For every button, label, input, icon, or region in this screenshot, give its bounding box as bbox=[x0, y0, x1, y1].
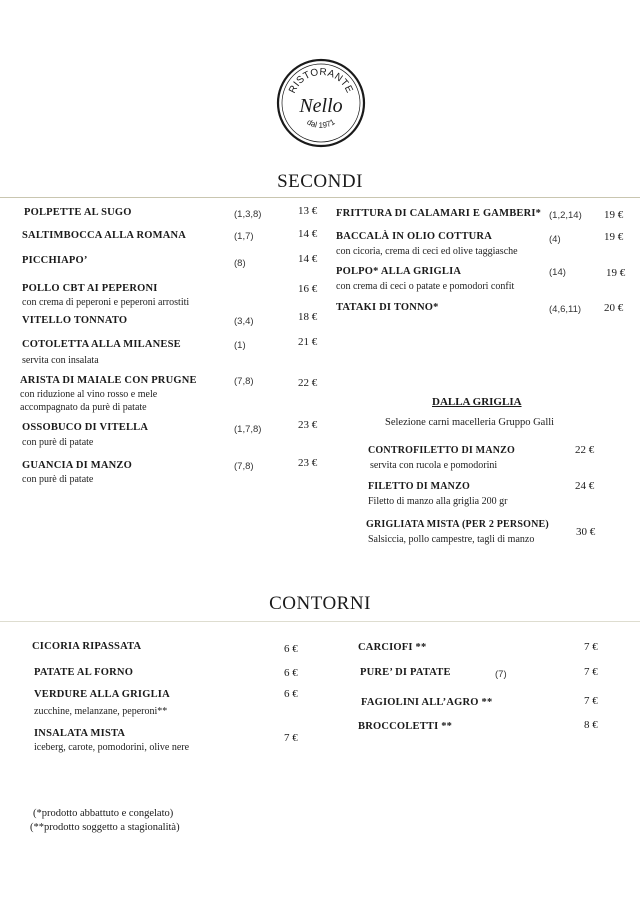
divider bbox=[0, 197, 640, 198]
menu-item-price: 6 € bbox=[284, 667, 298, 679]
menu-item-name: CARCIOFI ** bbox=[358, 642, 427, 653]
menu-item-desc: Salsiccia, pollo campestre, tagli di manzo bbox=[368, 534, 535, 545]
menu-item-name: CONTROFILETTO DI MANZO bbox=[368, 445, 516, 456]
menu-item-price: 6 € bbox=[284, 688, 298, 700]
divider bbox=[0, 621, 640, 622]
menu-item-desc: con cicoria, crema di ceci ed olive taggiasche bbox=[336, 246, 518, 257]
logo-top-text: RISTORANTE bbox=[287, 66, 355, 96]
menu-item-desc: Filetto di manzo alla griglia 200 gr bbox=[368, 496, 508, 507]
footnote: (*prodotto abbattuto e congelato) bbox=[33, 808, 174, 819]
menu-item-price: 8 € bbox=[584, 719, 598, 731]
subsection-subtitle: Selezione carni macelleria Gruppo Galli bbox=[385, 417, 555, 428]
menu-item-price: 23 € bbox=[298, 419, 318, 431]
menu-item-name: ARISTA DI MAIALE CON PRUGNE bbox=[20, 375, 197, 386]
menu-item-allergens: (1,7) bbox=[234, 231, 254, 242]
menu-item-name: BACCALÀ IN OLIO COTTURA bbox=[336, 231, 492, 242]
menu-item-name: COTOLETTA ALLA MILANESE bbox=[22, 339, 181, 350]
menu-item-name: CICORIA RIPASSATA bbox=[32, 641, 142, 652]
menu-item-name: FILETTO DI MANZO bbox=[368, 481, 470, 492]
menu-item-price: 23 € bbox=[298, 457, 318, 469]
section-title-contorni: CONTORNI bbox=[269, 593, 371, 614]
menu-item-allergens: (3,4) bbox=[234, 316, 254, 327]
menu-item-desc: con purè di patate bbox=[22, 437, 94, 448]
section-title-secondi: SECONDI bbox=[277, 171, 363, 192]
menu-item-allergens: (1,7,8) bbox=[234, 424, 262, 435]
menu-item-name: PURE’ DI PATATE bbox=[360, 667, 451, 678]
menu-item-price: 18 € bbox=[298, 311, 318, 323]
menu-item-desc: con purè di patate bbox=[22, 474, 94, 485]
menu-item-price: 13 € bbox=[298, 205, 318, 217]
menu-item-allergens: (14) bbox=[549, 267, 566, 278]
menu-item-desc: iceberg, carote, pomodorini, olive nere bbox=[34, 742, 190, 753]
logo-name: Nello bbox=[299, 95, 343, 117]
svg-text:RISTORANTE bbox=[287, 67, 355, 95]
menu-item-desc: con crema di ceci o patate e pomodori confit bbox=[336, 281, 515, 292]
menu-item-price: 24 € bbox=[575, 480, 595, 492]
menu-item-desc: accompagnato da purè di patate bbox=[20, 402, 147, 413]
footnote: (**prodotto soggetto a stagionalità) bbox=[30, 822, 180, 833]
menu-item-name: POLPO* ALLA GRIGLIA bbox=[336, 266, 462, 277]
menu-item-name: FRITTURA DI CALAMARI E GAMBERI* bbox=[336, 208, 542, 219]
menu-item-price: 14 € bbox=[298, 253, 318, 265]
menu-item-desc: con crema di peperoni e peperoni arrostiti bbox=[22, 297, 190, 308]
restaurant-logo bbox=[276, 58, 366, 148]
logo-since: dal 1971 bbox=[305, 117, 337, 130]
menu-item-price: 19 € bbox=[604, 209, 624, 221]
menu-item-allergens: (4) bbox=[549, 234, 561, 245]
menu-item-name: FAGIOLINI ALL’AGRO ** bbox=[361, 697, 493, 708]
subsection-title-griglia: DALLA GRIGLIA bbox=[432, 396, 522, 408]
menu-item-allergens: (1,2,14) bbox=[549, 210, 582, 221]
svg-text:dal 1971 bbox=[305, 117, 337, 130]
menu-item-desc: con riduzione al vino rosso e mele bbox=[20, 389, 158, 400]
menu-item-price: 14 € bbox=[298, 228, 318, 240]
menu-item-allergens: (1,3,8) bbox=[234, 209, 262, 220]
menu-item-allergens: (4,6,11) bbox=[549, 304, 582, 315]
menu-item-allergens: (7,8) bbox=[234, 376, 254, 387]
menu-item-name: INSALATA MISTA bbox=[34, 728, 126, 739]
menu-item-allergens: (7,8) bbox=[234, 461, 254, 472]
menu-item-price: 20 € bbox=[604, 302, 624, 314]
menu-item-name: SALTIMBOCCA ALLA ROMANA bbox=[22, 230, 187, 241]
menu-item-name: GUANCIA DI MANZO bbox=[22, 460, 132, 471]
menu-item-price: 21 € bbox=[298, 336, 318, 348]
menu-item-price: 22 € bbox=[298, 377, 318, 389]
menu-item-name: BROCCOLETTI ** bbox=[358, 721, 453, 732]
menu-item-name: TATAKI DI TONNO* bbox=[336, 302, 439, 313]
menu-item-name: POLLO CBT AI PEPERONI bbox=[22, 283, 158, 294]
menu-item-name: VERDURE ALLA GRIGLIA bbox=[34, 689, 170, 700]
menu-item-price: 22 € bbox=[575, 444, 595, 456]
menu-item-price: 19 € bbox=[604, 231, 624, 243]
menu-item-name: PATATE AL FORNO bbox=[34, 667, 134, 678]
menu-item-price: 7 € bbox=[584, 695, 598, 707]
menu-item-name: POLPETTE AL SUGO bbox=[24, 207, 132, 218]
menu-item-allergens: (1) bbox=[234, 340, 246, 351]
menu-item-name: VITELLO TONNATO bbox=[22, 315, 128, 326]
menu-item-price: 6 € bbox=[284, 643, 298, 655]
menu-item-allergens: (8) bbox=[234, 258, 246, 269]
menu-item-price: 30 € bbox=[576, 526, 596, 538]
menu-item-price: 7 € bbox=[584, 641, 598, 653]
menu-item-price: 7 € bbox=[284, 732, 298, 744]
menu-item-price: 16 € bbox=[298, 283, 318, 295]
menu-item-desc: servita con insalata bbox=[22, 355, 99, 366]
menu-item-name: PICCHIAPO’ bbox=[22, 255, 88, 266]
menu-item-allergens: (7) bbox=[495, 669, 507, 680]
menu-item-name: OSSOBUCO DI VITELLA bbox=[22, 422, 149, 433]
menu-item-desc: servita con rucola e pomodorini bbox=[370, 460, 498, 471]
menu-item-name: GRIGLIATA MISTA (PER 2 PERSONE) bbox=[366, 519, 549, 530]
menu-item-price: 19 € bbox=[606, 267, 626, 279]
menu-item-desc: zucchine, melanzane, peperoni** bbox=[34, 706, 168, 717]
menu-item-price: 7 € bbox=[584, 666, 598, 678]
